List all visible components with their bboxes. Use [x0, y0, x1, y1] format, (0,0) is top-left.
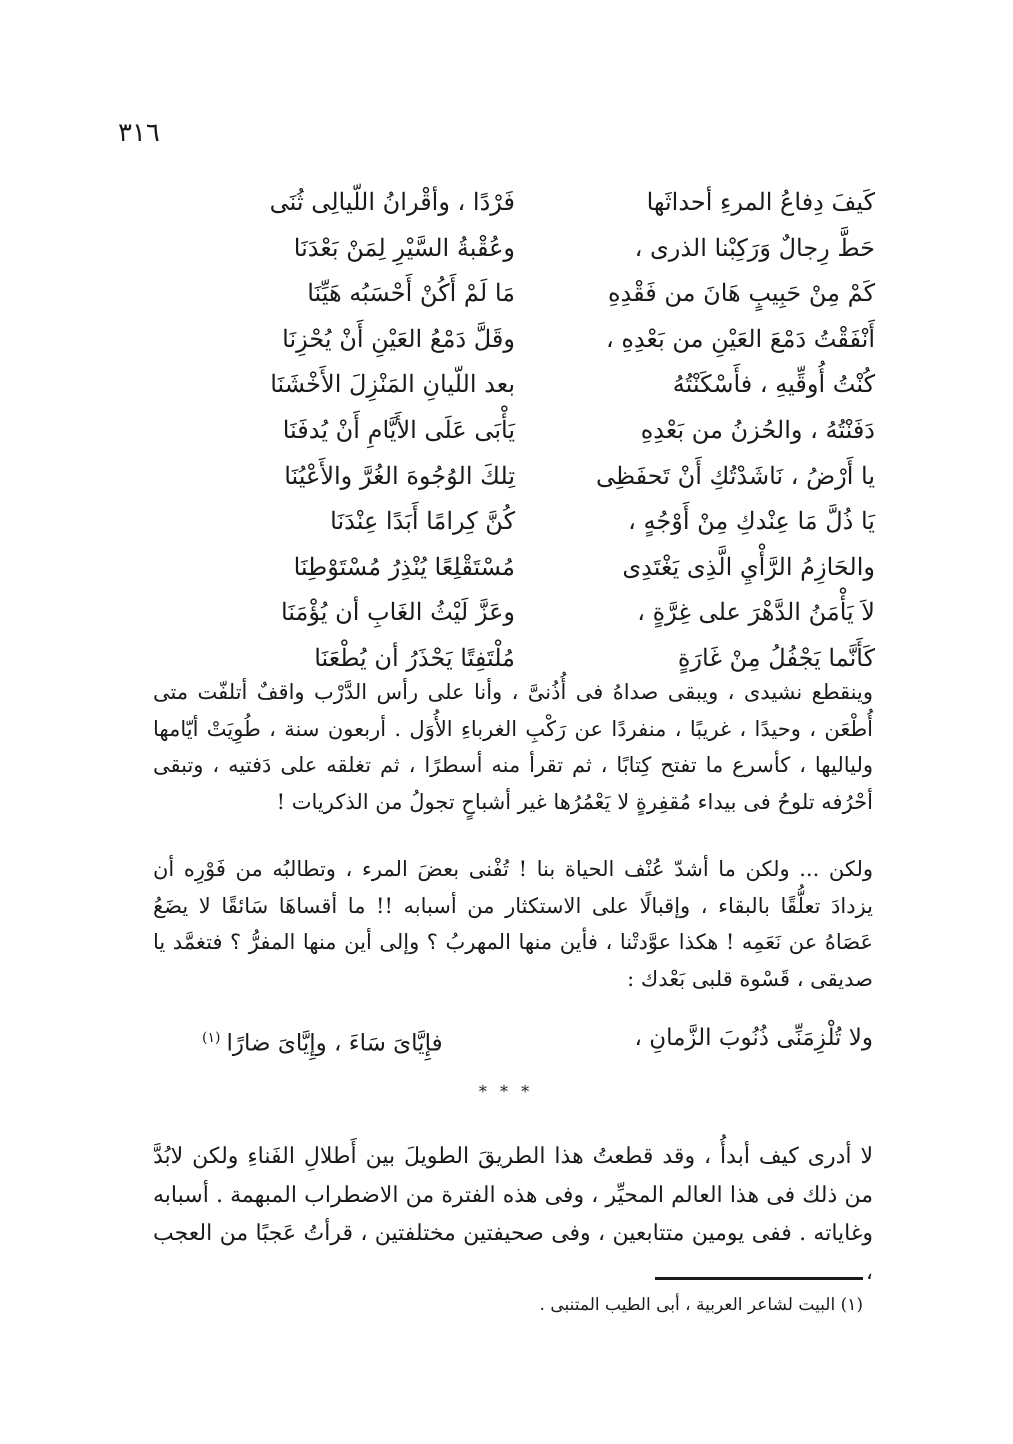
verse-line [185, 362, 875, 408]
verse-second-hemistich: مُلْتَفِتًا يَحْذَرُ أن يُطْعَنَا [314, 643, 515, 672]
verse-second-hemistich [202, 1018, 443, 1064]
verse-first-hemistich: يَا ذُلَّ مَا عِنْدكِ مِنْ أَوْجُهٍ ، [628, 507, 875, 536]
verse-second-text: فإِيَّاىَ سَاءَ ، وإِيَّاىَ ضارًا [226, 1030, 443, 1057]
paragraph: ولكن ... ولكن ما أشدّ عُنْف الحياة بنا ! تُفْنى بعضَ المرء ، وتطالبُه من فَوْرِه أن يزدادَ تعلُّقًا بالبقاء ، وإقبالًا على الاستكثار من أسبابه !! ما أقساهَا سَائقًا لا يضَعُ عَصَاهُ عن نَعَمِه ! هكذا عوَّدتْنا ، فأين منها المهربُ ؟ وإلى أين منها المفرُّ ؟ فتغمَّد يا صديقى ، قَسْوة قلبى بَعْدك : [153, 857, 873, 991]
verse-line [185, 226, 875, 272]
verse-second-hemistich: وعَزَّ لَيْثُ الغَابِ أن يُؤْمَنَا [280, 598, 515, 627]
page-number: ٣١٦ [118, 118, 160, 148]
paragraph: وينقطع نشيدى ، ويبقى صداهُ فى أُذُنىَّ ، وأنا على رأس الدَّرْب واقفٌ أتلفّت متى أُطْعَن ، وحيدًا ، غريبًا ، منفردًا عن رَكْبِ الغرباءِ الأُوَل . أربعون سنة ، طُوِيَتْ أيّامها ولياليها ، كأسرع ما تفتح كِتابًا ، ثم تقرأ منه أسطرًا ، ثم تغلقه على دَفتيه ، وتبقى أحْرُفه تلوحُ فى بيداء مُقفِرةٍ لا يَعْمُرُها غير أشباحٍ تجولُ من الذكريات ! [153, 680, 873, 814]
verse-line [185, 545, 875, 591]
verse-line [185, 317, 875, 363]
verse-first-hemistich: أَنْفَقْتُ دَمْعَ العَيْنِ من بَعْدِهِ ، [605, 324, 875, 353]
verse-first-hemistich: ولا تُلْزِمَنِّى ذُنُوبَ الزَّمانِ ، [634, 1025, 873, 1051]
verse-line [185, 271, 875, 317]
verse-second-hemistich: وقَلَّ دَمْعُ العَيْنِ أَنْ يُحْزِنَا [282, 324, 515, 353]
verse-second-hemistich: بعد اللّيانِ المَنْزِلَ الأَخْشَنَا [270, 370, 515, 399]
verse-second-hemistich: فَرْدًا ، وأقْرانُ اللّيالِى ثُنَى [269, 188, 515, 216]
verse-first-hemistich: لاَ يَأْمَنُ الدَّهْرَ على غِرَّةٍ ، [637, 598, 875, 627]
footnote-rule [655, 1277, 863, 1280]
section-separator: * * * [478, 1082, 534, 1101]
verse-second-hemistich: كُنَّ كِرامًا أَبَدًا عِنْدَنَا [330, 507, 515, 536]
verse-first-hemistich: كَيفَ دِفاعُ المرءِ أحداثَها [646, 188, 875, 216]
verse-first-hemistich: والحَازِمُ الرَّأْيِ الَّذِى يَغْتَدِى [622, 552, 875, 581]
verse-second-hemistich: مُسْتَقْلِعًا يُنْذِرُ مُسْتَوْطِنَا [293, 552, 515, 581]
verse-line [185, 590, 875, 636]
verse-first-hemistich: يا أَرْضُ ، نَاشَدْتُكِ أَنْ تَحفَظِى [595, 461, 875, 490]
verse-second-hemistich: يَأْبَى عَلَى الأَيَّامِ أَنْ يُدفَنَا [282, 415, 515, 444]
verse-first-hemistich: كَأَنَّما يَجْفُلُ مِنْ غَارَةٍ [677, 643, 875, 672]
verse-second-hemistich: تِلكَ الوُجُوهَ الغُرَّ والأَعْيُنَا [284, 461, 515, 490]
verse-line [185, 408, 875, 454]
verse-line [185, 499, 875, 545]
verse-first-hemistich: حَطَّ رِجالٌ وَرَكِبْنا الذرى ، [634, 233, 875, 262]
footnote: (١) البيت لشاعر العربية ، أبى الطيب المتنبى . [539, 1295, 863, 1315]
verse-line [185, 454, 875, 500]
verse-second-hemistich: مَا لَمْ أَكُنْ أَحْسَبُه هَيِّنَا [307, 279, 515, 308]
verse-first-hemistich: دَفَنْتُهُ ، والحُزنُ من بَعْدِهِ [640, 415, 875, 444]
poem [185, 180, 875, 682]
verse-line [185, 180, 875, 226]
verse-second-hemistich: وعُقْبةُ السَّيْرِ لِمَنْ بَعْدَنَا [293, 233, 515, 262]
quoted-verse [190, 1018, 873, 1058]
verse-first-hemistich: كَمْ مِنْ حَبِيبٍ هَانَ من فَقْدِهِ [607, 279, 875, 308]
verse-first-hemistich: كُنْتُ أُوقِّيهِ ، فأَسْكَنْتُهُ [672, 370, 875, 399]
paragraph: لا أدرى كيف أبدأُ ، وقد قطعتُ هذا الطريقَ الطويلَ بين أَطلالِ الفَناءِ ولكن لابُدَّ من ذلك فى هذا العالم المحيِّر ، وفى هذه الفترة من الاضطراب المبهمة . أسبابه وغاياته . ففى يومين متتابعين ، وفى صحيفتين مختلفتين ، قرأتُ عَجبًا من العجب ، [153, 1144, 873, 1285]
footnote-marker: (١) [202, 1030, 221, 1046]
